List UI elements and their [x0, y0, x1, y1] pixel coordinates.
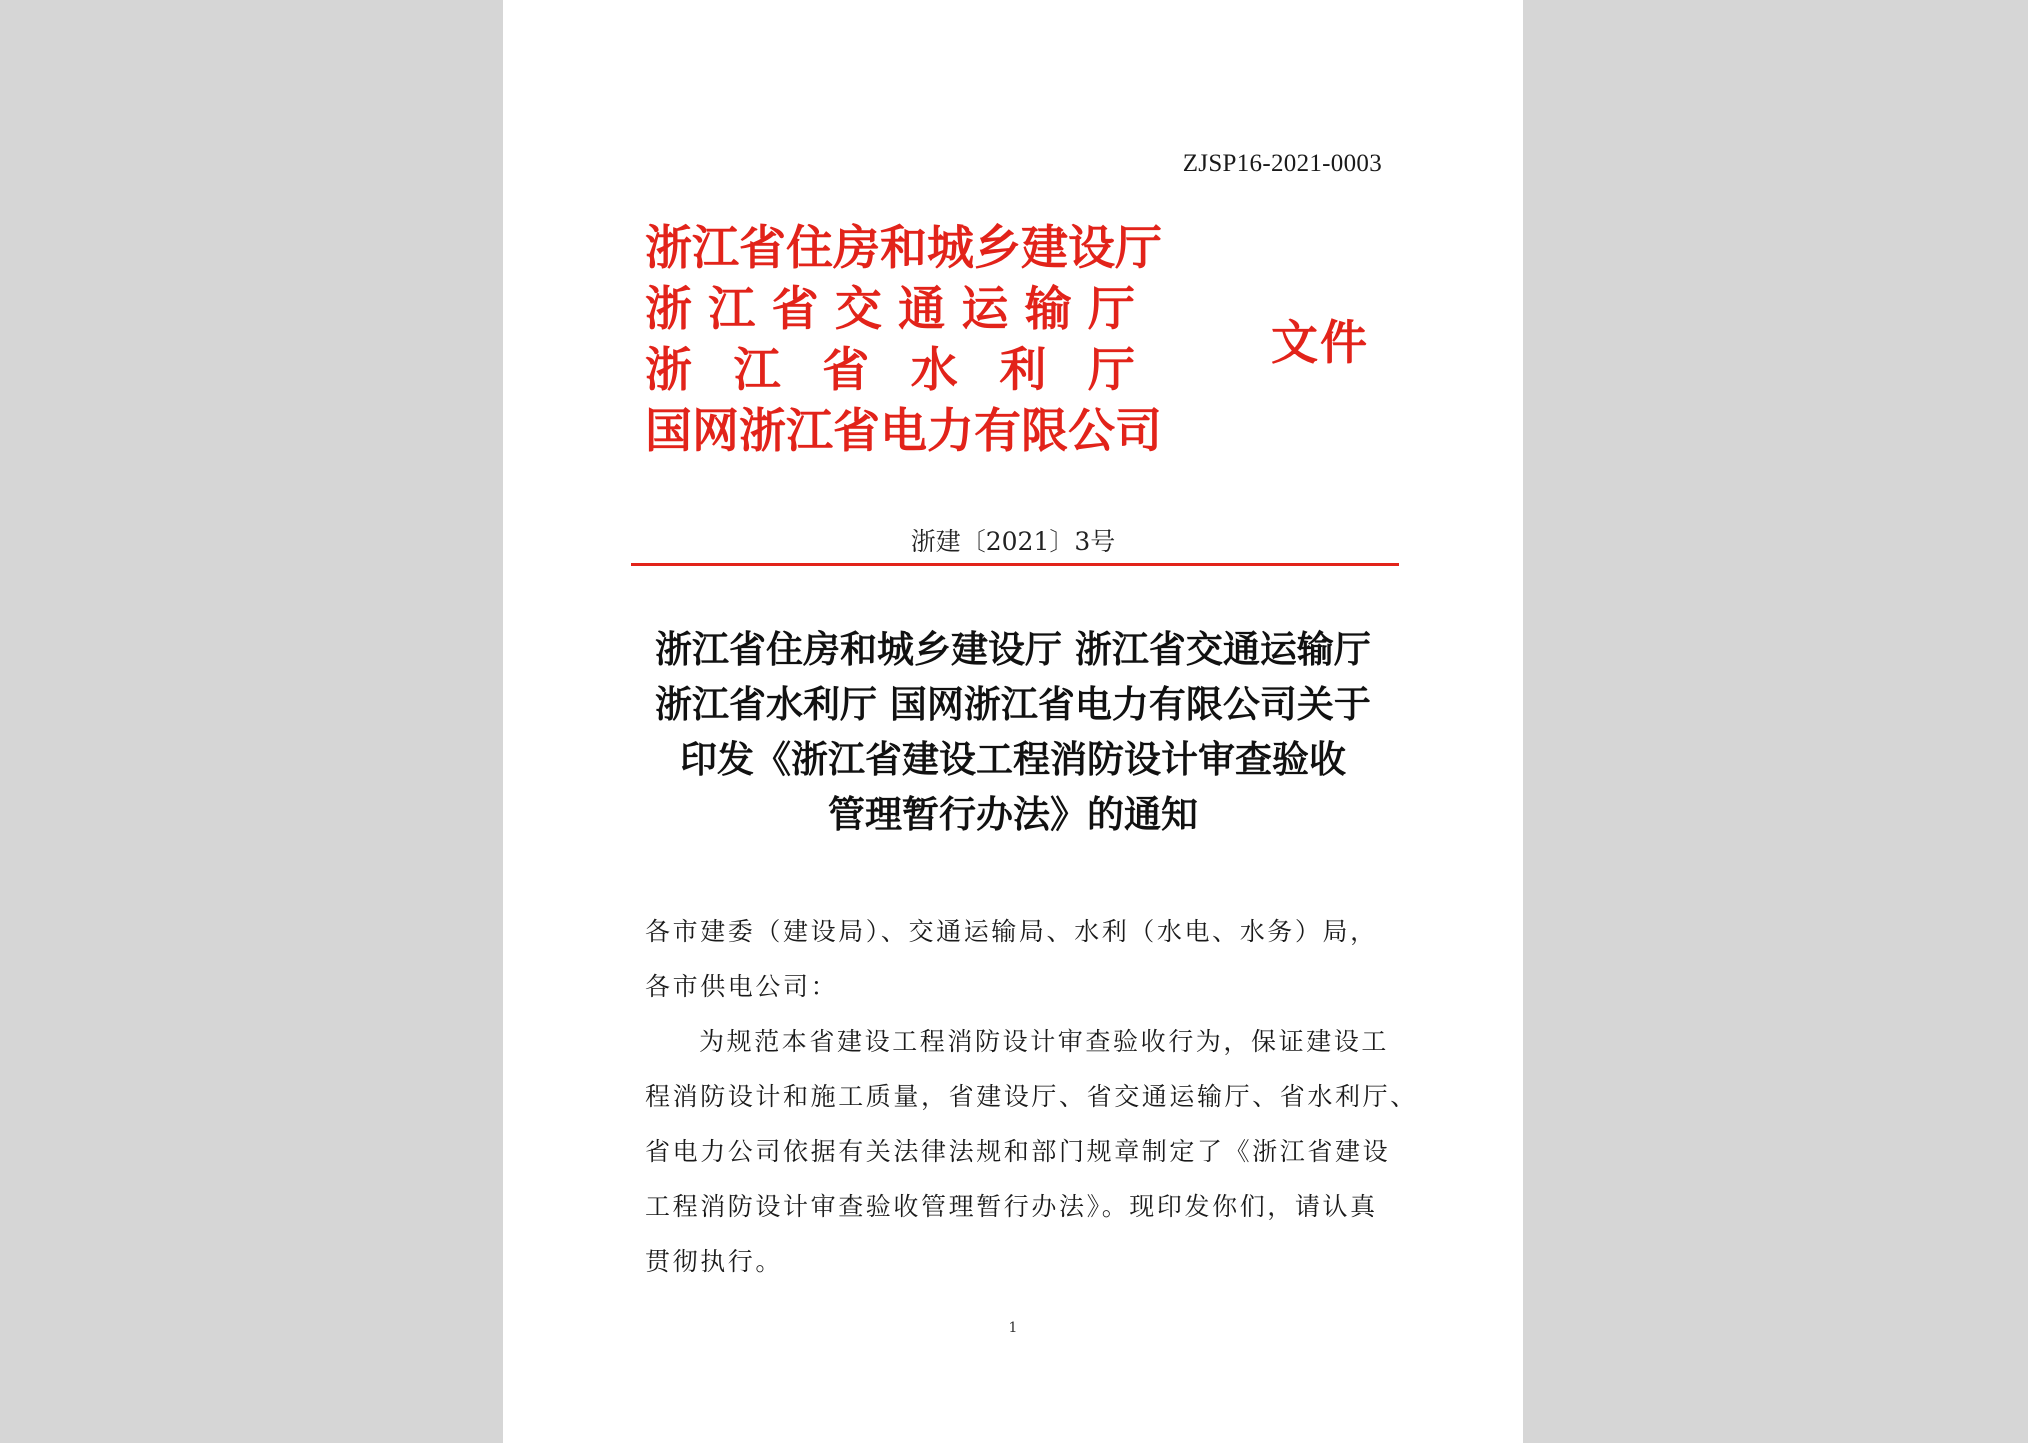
title-line: 管理暂行办法》的通知 [828, 793, 1198, 836]
title-line: 浙江省住房和城乡建设厅 浙江省交通运输厅 [655, 628, 1371, 671]
addressee-line: 各市建委（建设局）、交通运输局、水利（水电、水务）局， [645, 917, 1378, 946]
issuing-agencies [645, 218, 1162, 462]
red-divider [631, 563, 1399, 566]
body-line: 贯彻执行。 [645, 1247, 784, 1276]
document-body [645, 904, 1418, 1289]
body-line: 工程消防设计审查验收管理暂行办法》。现印发你们，请认真 [645, 1192, 1378, 1221]
page-number: 1 [1008, 1320, 1018, 1336]
title-line: 浙江省水利厅 国网浙江省电力有限公司关于 [655, 683, 1371, 726]
agency-water: 浙 江 省 水 利 厅 [645, 343, 1135, 398]
addressee-line: 各市供电公司： [645, 972, 839, 1001]
document-page [503, 0, 1523, 1443]
agency-housing: 浙 江 省 住 房 和 城 乡 建 设 厅 [645, 221, 1162, 276]
title-line: 印发《浙江省建设工程消防设计审查验收 [680, 738, 1346, 781]
document-code: ZJSP16-2021-0003 [1182, 150, 1382, 177]
document-suffix: 文件 [1271, 316, 1369, 371]
agency-transport: 浙 江 省 交 通 运 输 厅 [645, 282, 1135, 337]
body-line: 省电力公司依据有关法律法规和部门规章制定了《浙江省建设 [645, 1137, 1391, 1166]
agency-power: 国 网 浙 江 省 电 力 有 限 公 司 [645, 404, 1162, 459]
document-title [633, 622, 1393, 842]
body-line: 程消防设计和施工质量，省建设厅、省交通运输厅、省水利厅、 [645, 1082, 1418, 1111]
body-line: 为规范本省建设工程消防设计审查验收行为，保证建设工 [699, 1027, 1390, 1056]
document-number: 浙建〔2021〕3号 [910, 527, 1116, 556]
